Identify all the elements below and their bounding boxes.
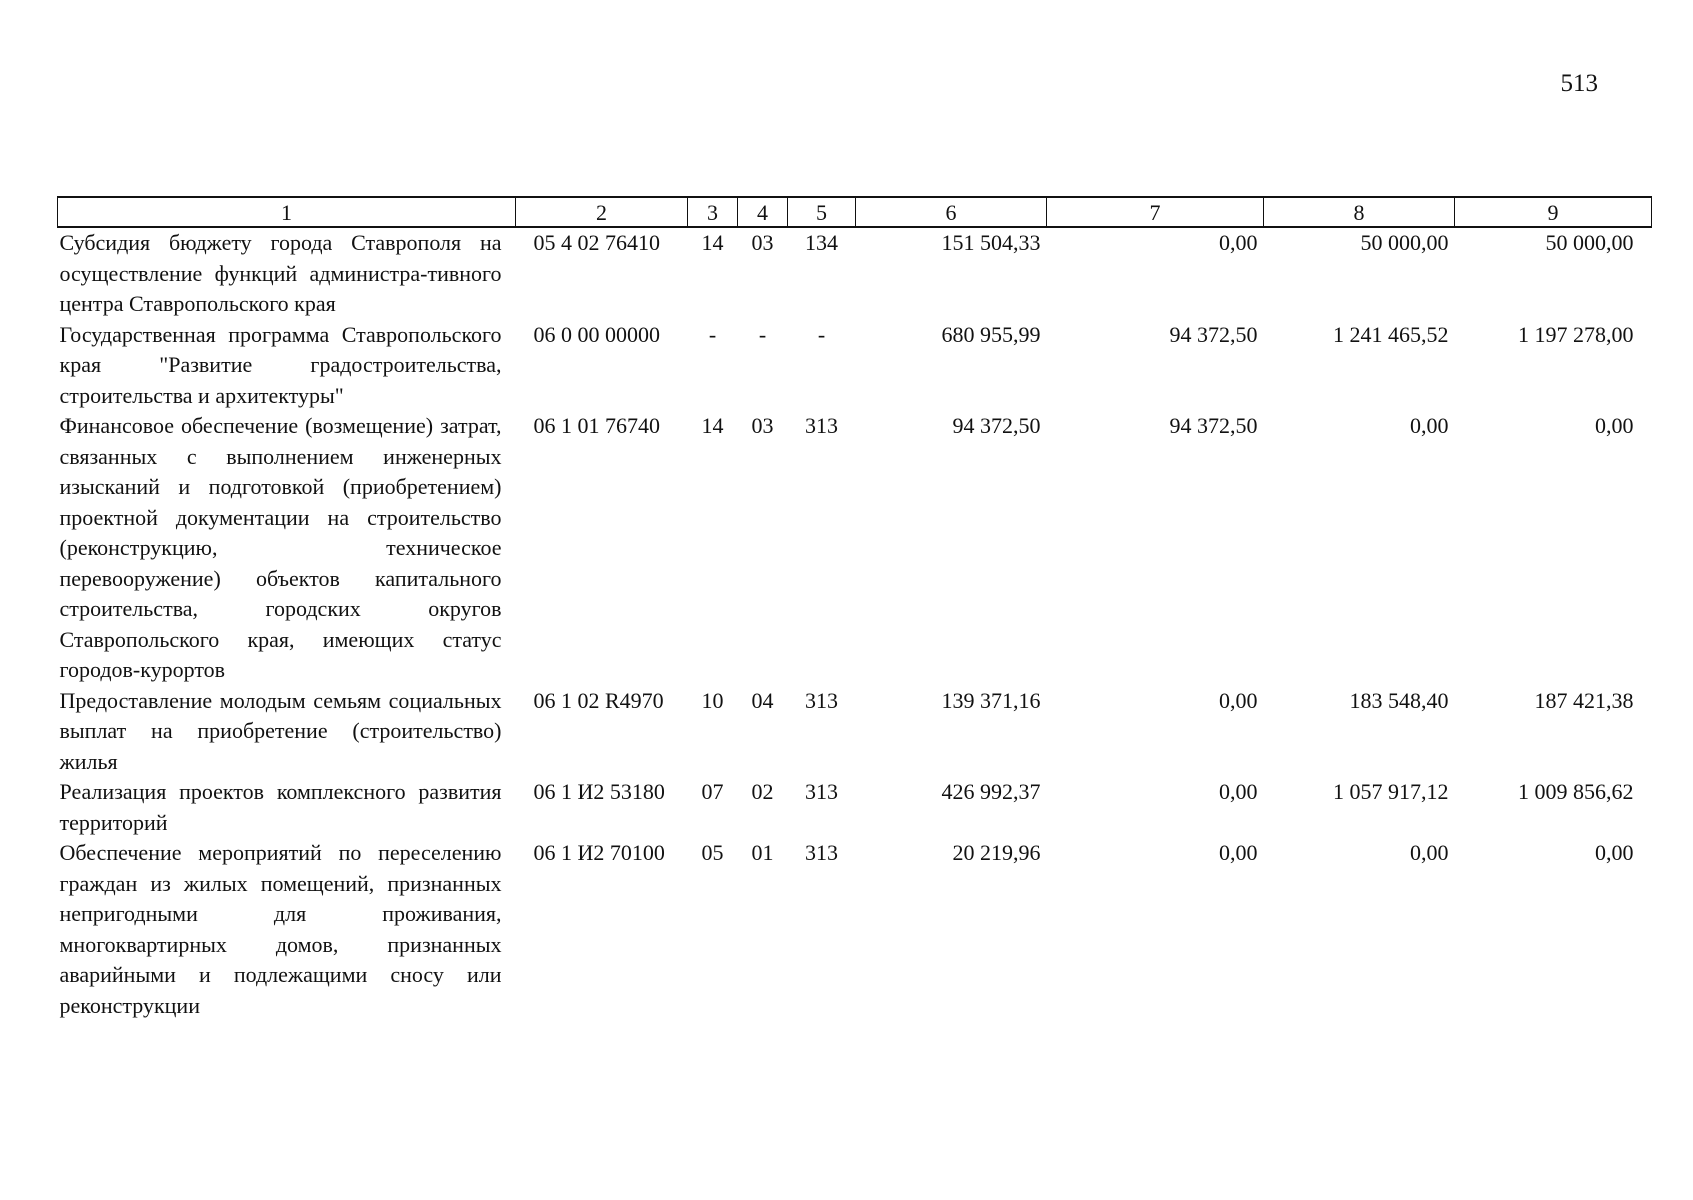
table-header [58, 197, 1652, 227]
row-code: 06 1 02 R4970 [533, 687, 664, 713]
row-col-5: 313 [805, 779, 838, 804]
budget-table [57, 196, 1652, 1021]
table-row [58, 777, 1652, 838]
row-col-4: 03 [751, 413, 774, 438]
table-body [58, 227, 1652, 1021]
header-cell-2: 2 [516, 197, 688, 227]
row-col-8: 0,00 [1410, 413, 1449, 438]
page-number: 513 [1560, 70, 1598, 97]
row-col-6: 20 219,96 [952, 840, 1041, 865]
row-col-7: 0,00 [1219, 840, 1258, 865]
header-cell-1: 1 [58, 197, 516, 227]
table-row [58, 320, 1652, 412]
row-col-7: 0,00 [1219, 779, 1258, 804]
row-col-4: 03 [751, 230, 774, 255]
row-col-6: 426 992,37 [941, 779, 1041, 804]
row-code: 06 1 И2 70100 [533, 840, 665, 865]
row-name: Реализация проектов комплексного развития территорий [59, 779, 502, 835]
row-col-6: 680 955,99 [941, 321, 1041, 347]
row-code: 06 1 И2 53180 [533, 779, 665, 804]
row-code: 06 1 01 76740 [533, 413, 660, 438]
row-col-3: - [708, 321, 717, 347]
row-col-5: 313 [805, 687, 838, 713]
row-col-7: 0,00 [1219, 230, 1258, 255]
row-col-9: 0,00 [1595, 840, 1634, 865]
table-row [58, 227, 1652, 320]
row-name: Государственная программа Ставропольского края "Развитие градостроительства, строительства и архитектуры" [59, 321, 502, 408]
row-col-3: 07 [701, 779, 724, 804]
row-code: 06 0 00 00000 [533, 321, 660, 347]
header-cell-6: 6 [856, 197, 1047, 227]
row-col-8: 183 548,40 [1349, 687, 1449, 713]
row-col-7: 0,00 [1219, 687, 1258, 713]
table-row [58, 838, 1652, 1021]
header-cell-9: 9 [1455, 197, 1652, 227]
row-name: Финансовое обеспечение (возмещение) затрат, связанных с выполнением инженерных изысканий и подготовкой (приобретением) проектной документации на строительство (реконструкцию, техническое перевооружение) объектов капитального строительства, городских округов Ставропольского края, имеющих статус городов-курортов [59, 413, 502, 682]
row-col-9: 187 421,38 [1534, 687, 1634, 713]
row-code: 05 4 02 76410 [533, 230, 660, 255]
row-col-8: 0,00 [1410, 840, 1449, 865]
header-cell-7: 7 [1047, 197, 1264, 227]
row-name: Субсидия бюджету города Ставрополя на осуществление функций администра-тивного центра Ставропольского края [59, 230, 502, 316]
header-cell-4: 4 [738, 197, 788, 227]
header-cell-3: 3 [688, 197, 738, 227]
row-name: Обеспечение мероприятий по переселению граждан из жилых помещений, признанных непригодными для проживания, многоквартирных домов, признанных аварийными и подлежащими сносу или реконструкции [59, 840, 502, 1018]
row-col-9: 1 197 278,00 [1518, 321, 1634, 347]
row-col-6: 139 371,16 [941, 687, 1041, 713]
row-col-7: 94 372,50 [1169, 413, 1258, 438]
row-col-3: 14 [701, 413, 724, 438]
row-col-3: 14 [701, 230, 724, 255]
row-col-7: 94 372,50 [1169, 321, 1258, 347]
row-col-8: 1 241 465,52 [1333, 321, 1449, 347]
row-col-9: 1 009 856,62 [1518, 779, 1634, 804]
row-col-9: 0,00 [1595, 413, 1634, 438]
row-col-8: 50 000,00 [1360, 230, 1449, 255]
header-cell-8: 8 [1264, 197, 1455, 227]
row-col-8: 1 057 917,12 [1333, 779, 1449, 804]
row-col-4: 04 [751, 687, 774, 713]
header-row [58, 197, 1652, 227]
row-col-6: 151 504,33 [941, 230, 1041, 255]
row-col-4: - [758, 321, 767, 347]
row-col-5: 313 [805, 413, 838, 438]
row-col-3: 10 [701, 687, 724, 713]
table-row [58, 411, 1652, 686]
row-col-6: 94 372,50 [952, 413, 1041, 438]
row-col-5: 313 [805, 840, 838, 865]
row-name: Предоставление молодым семьям социальных выплат на приобретение (строительство) жилья [59, 687, 502, 774]
row-col-9: 50 000,00 [1545, 230, 1634, 255]
row-col-3: 05 [701, 840, 724, 865]
row-col-4: 01 [751, 840, 774, 865]
row-col-4: 02 [751, 779, 774, 804]
header-cell-5: 5 [788, 197, 856, 227]
table-row [58, 686, 1652, 778]
row-col-5: 134 [805, 230, 838, 255]
row-col-5: - [817, 321, 826, 347]
